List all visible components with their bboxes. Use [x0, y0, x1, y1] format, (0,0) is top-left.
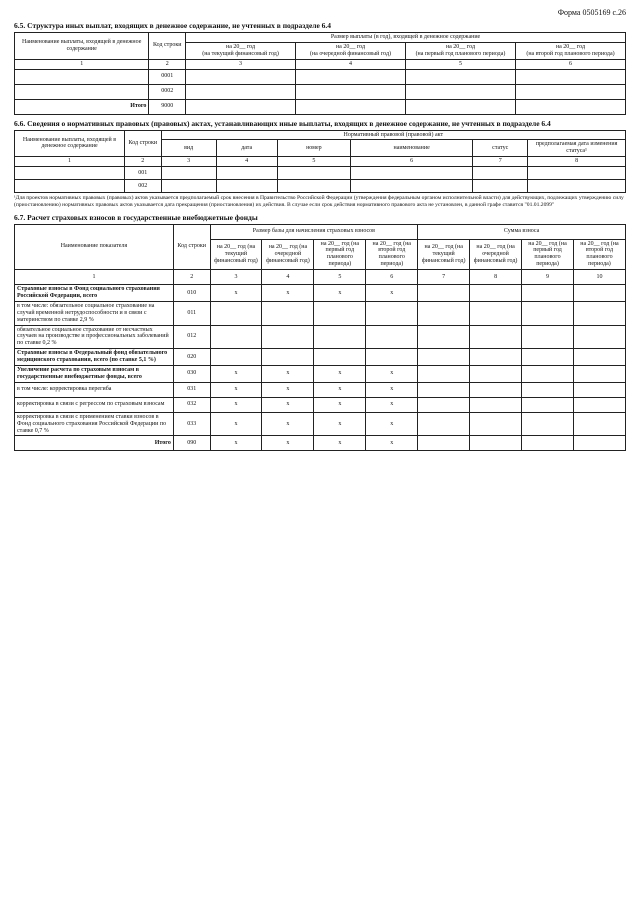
- value-cell[interactable]: [573, 397, 625, 412]
- total-code: 9000: [149, 99, 186, 114]
- value-cell[interactable]: [366, 349, 418, 366]
- period-header: на 20__ год (на очередной финансовый год): [262, 239, 314, 270]
- cross-mark: x: [314, 382, 366, 397]
- cross-mark: x: [210, 366, 262, 383]
- value-cell[interactable]: [210, 349, 262, 366]
- total-row: [15, 436, 626, 451]
- table-row: [15, 325, 626, 349]
- value-cell[interactable]: [522, 382, 574, 397]
- cross-mark: x: [314, 285, 366, 302]
- cross-mark: x: [366, 397, 418, 412]
- column-number-row: 1 2 3 4 5 6: [15, 59, 626, 69]
- cross-mark: x: [262, 382, 314, 397]
- value-cell[interactable]: [470, 382, 522, 397]
- group-header-act: Нормативный правовой (правовой) акт: [161, 130, 625, 140]
- cell-name: Страховые взносы в Федеральный фонд обязательного медицинского страхования, всего (по ставке 5,1 %): [15, 349, 174, 366]
- value-cell[interactable]: [314, 325, 366, 349]
- cell-code: 033: [173, 412, 210, 436]
- table-row: [15, 349, 626, 366]
- value-cell[interactable]: [573, 301, 625, 325]
- value-cell[interactable]: [366, 325, 418, 349]
- cross-mark: x: [210, 382, 262, 397]
- value-cell[interactable]: [522, 301, 574, 325]
- cell-name: в том числе: обязательное социальное страхование на случай временной нетрудоспособности и в связи с материнством по ставке 2,9 %: [15, 301, 174, 325]
- value-cell[interactable]: [573, 285, 625, 302]
- value-cell[interactable]: [522, 397, 574, 412]
- value-cell[interactable]: [418, 285, 470, 302]
- value-cell[interactable]: [262, 301, 314, 325]
- col-header-name: Наименование выплаты, входящей в денежное содержание: [15, 33, 149, 60]
- table-6-7: [14, 224, 626, 452]
- cell-code: 012: [173, 325, 210, 349]
- value-cell[interactable]: [573, 412, 625, 436]
- period-header: на 20__ год (на очередной финансовый год): [470, 239, 522, 270]
- col-header-name: Наименование показателя: [15, 224, 174, 270]
- value-cell[interactable]: [418, 382, 470, 397]
- period-header: на 20__ год (на второй год планового периода): [573, 239, 625, 270]
- total-code: 090: [173, 436, 210, 451]
- sub-header: вид: [161, 140, 216, 157]
- value-cell[interactable]: [470, 301, 522, 325]
- cross-mark: x: [366, 412, 418, 436]
- value-cell[interactable]: [522, 325, 574, 349]
- value-cell[interactable]: [470, 397, 522, 412]
- cell-name: обязательное социальное страхование от несчастных случаев на производстве и профессиональных заболеваний по ставке 0,2 %: [15, 325, 174, 349]
- value-cell[interactable]: [418, 366, 470, 383]
- col-header-code: Код строки: [124, 130, 161, 157]
- value-cell[interactable]: [314, 349, 366, 366]
- period-header: на 20__ год (на первый год планового периода): [314, 239, 366, 270]
- sub-header: дата: [216, 140, 277, 157]
- cell-name: Увеличение расчета по страховым взносам в государственные внебюджетные фонды, всего: [15, 366, 174, 383]
- cross-mark: x: [262, 412, 314, 436]
- cell-code: 020: [173, 349, 210, 366]
- total-label: Итого: [15, 99, 149, 114]
- value-cell[interactable]: [573, 349, 625, 366]
- column-number-row: 1 2 3 4 5 6 7 8: [15, 157, 626, 167]
- sub-header: наименование: [351, 140, 473, 157]
- column-number-row: 1 2 3 4 5 6 7 8 9 10: [15, 270, 626, 285]
- period-header: на 20__ год (на второй год планового периода): [366, 239, 418, 270]
- sub-header: предполагаемая дата изменения статуса¹: [528, 140, 626, 157]
- value-cell[interactable]: [210, 325, 262, 349]
- group-header-payment: Размер выплаты (в год), входящей в денежное содержание: [186, 33, 626, 43]
- cell-code: 011: [173, 301, 210, 325]
- cross-mark: x: [210, 436, 262, 451]
- cell-code: 030: [173, 366, 210, 383]
- col-header-code: Код строки: [149, 33, 186, 60]
- cell-name[interactable]: [15, 69, 149, 84]
- cross-mark: x: [366, 285, 418, 302]
- cell-name: корректировка в связи с регрессом по страховым взносам: [15, 397, 174, 412]
- value-cell[interactable]: [418, 301, 470, 325]
- value-cell[interactable]: [522, 412, 574, 436]
- cross-mark: x: [262, 366, 314, 383]
- value-cell[interactable]: [470, 349, 522, 366]
- value-cell[interactable]: [366, 301, 418, 325]
- group-header-base: Размер базы для начисления страховых взносов: [210, 224, 418, 239]
- cross-mark: x: [210, 285, 262, 302]
- section-6-7-title: 6.7. Расчет страховых взносов в государственные внебюджетные фонды: [14, 212, 258, 222]
- table-row: [15, 84, 626, 99]
- cross-mark: x: [262, 436, 314, 451]
- col-header-code: Код строки: [173, 224, 210, 270]
- value-cell[interactable]: [262, 349, 314, 366]
- cross-mark: x: [210, 397, 262, 412]
- sub-header: статус: [473, 140, 528, 157]
- section-6-6-title: 6.6. Сведения о нормативных правовых (правовых) актах, устанавливающих иные выплаты, входящих в денежное содержание, не учтенных в подразделе 6.4: [14, 118, 551, 128]
- value-cell[interactable]: [262, 325, 314, 349]
- cell-name: Страховые взносы в Фонд социального страхования Российской Федерации, всего: [15, 285, 174, 302]
- group-header-sum: Сумма взноса: [418, 224, 626, 239]
- form-code: Форма 0505169 с.26: [557, 8, 626, 17]
- value-cell[interactable]: [314, 301, 366, 325]
- value-cell[interactable]: [522, 366, 574, 383]
- cross-mark: x: [366, 436, 418, 451]
- value-cell[interactable]: [470, 366, 522, 383]
- value-cell[interactable]: [470, 412, 522, 436]
- cross-mark: x: [314, 366, 366, 383]
- value-cell[interactable]: [470, 325, 522, 349]
- cell-code: 032: [173, 397, 210, 412]
- value-cell[interactable]: [418, 349, 470, 366]
- cross-mark: x: [262, 285, 314, 302]
- value-cell[interactable]: [573, 382, 625, 397]
- period-header: на 20__ год (на текущий финансовый год): [418, 239, 470, 270]
- value-cell[interactable]: [210, 301, 262, 325]
- total-row: [15, 99, 626, 114]
- cell-code: 010: [173, 285, 210, 302]
- cell-code: 0001: [149, 69, 186, 84]
- footnote: ¹Для проектов нормативных правовых (правовых) актов указывается предполагаемый срок внесения в Правительство Российской Федерации (утверждения федеральным органом исполнительной власти) для действующих, подлежащих утверждению силу (приостановлению) нормативных правовых актов указывается дата прекращения (приостановления) их действия. В случае если срок действия нормативного правового акта не установлен, в данной графе ставится "01.01.2099": [14, 195, 624, 208]
- table-row: [15, 69, 626, 84]
- col-header-name: Наименование выплаты, входящей в денежное содержание: [15, 130, 125, 157]
- table-row: [15, 366, 626, 383]
- value-cell[interactable]: [573, 366, 625, 383]
- value-cell[interactable]: [418, 325, 470, 349]
- table-row: [15, 301, 626, 325]
- period-header: на 20__ год (на второй год планового периода): [515, 42, 625, 59]
- cross-mark: x: [314, 436, 366, 451]
- table-row: [15, 167, 626, 180]
- cell-code: 002: [124, 180, 161, 193]
- value-cell[interactable]: [418, 412, 470, 436]
- table-6-6: [14, 130, 626, 194]
- value-cell[interactable]: [522, 285, 574, 302]
- value-cell[interactable]: [522, 349, 574, 366]
- table-6-5: [14, 32, 626, 115]
- cell-code: 001: [124, 167, 161, 180]
- value-cell[interactable]: [418, 397, 470, 412]
- cross-mark: x: [366, 366, 418, 383]
- cell-name: в том числе: корректировка перегиба: [15, 382, 174, 397]
- table-row: [15, 285, 626, 302]
- table-row: [15, 397, 626, 412]
- value-cell[interactable]: [573, 325, 625, 349]
- cell-name[interactable]: [15, 84, 149, 99]
- table-row: [15, 382, 626, 397]
- sub-header: номер: [277, 140, 350, 157]
- cross-mark: x: [314, 412, 366, 436]
- cross-mark: x: [366, 382, 418, 397]
- cell-code: 0002: [149, 84, 186, 99]
- period-header: на 20__ год (на очередной финансовый год): [296, 42, 406, 59]
- cross-mark: x: [314, 397, 366, 412]
- value-cell[interactable]: [470, 285, 522, 302]
- cross-mark: x: [210, 412, 262, 436]
- section-6-5-title: 6.5. Структура иных выплат, входящих в денежное содержание, не учтенных в подразделе 6.4: [14, 21, 332, 30]
- table-row: [15, 412, 626, 436]
- period-header: на 20__ год (на первый год планового периода): [406, 42, 516, 59]
- period-header: на 20__ год (на текущий финансовый год): [186, 42, 296, 59]
- cross-mark: x: [262, 397, 314, 412]
- total-label: Итого: [15, 436, 174, 451]
- period-header: на 20__ год (на первый год планового периода): [522, 239, 574, 270]
- cell-name: корректировка в связи с применением ставки взносов в Фонд социального страхования Российской Федерации по ставке 0,7 %: [15, 412, 174, 436]
- table-row: [15, 180, 626, 193]
- cell-code: 031: [173, 382, 210, 397]
- period-header: на 20__ год (на текущий финансовый год): [210, 239, 262, 270]
